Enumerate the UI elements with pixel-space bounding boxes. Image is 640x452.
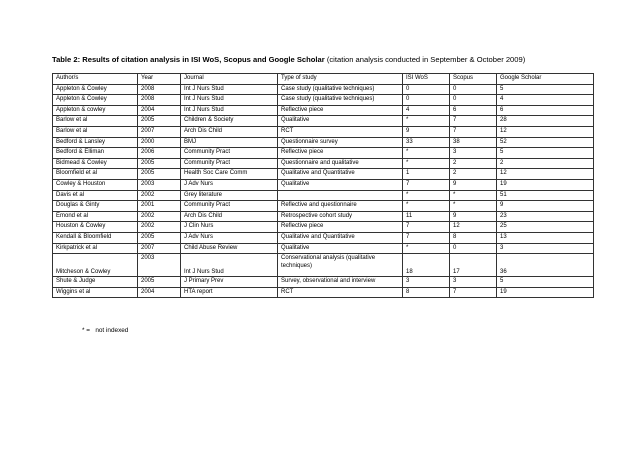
cell-year: 2005: [138, 277, 181, 288]
table-row: [53, 254, 594, 277]
cell-year: 2004: [138, 287, 181, 298]
cell-isi-wos: *: [403, 243, 450, 254]
column-header-study-type: Type of study: [278, 74, 403, 85]
cell-year: 2003: [138, 179, 181, 190]
cell-journal: Children & Society: [181, 116, 278, 127]
cell-isi-wos: 7: [403, 222, 450, 233]
cell-isi-wos: 1: [403, 169, 450, 180]
column-header-scopus: Scopus: [450, 74, 497, 85]
cell-scopus: 9: [450, 211, 497, 222]
footnote-not-indexed: * = not indexed: [82, 327, 129, 334]
cell-journal: Arch Dis Child: [181, 211, 278, 222]
cell-study-type: Conservational analysis (qualitative techniques): [278, 254, 403, 277]
table-row: [53, 84, 594, 95]
cell-year: 2005: [138, 169, 181, 180]
cell-journal: Int J Nurs Stud: [181, 105, 278, 116]
table-row: [53, 190, 594, 201]
cell-journal: J Clin Nurs: [181, 222, 278, 233]
cell-study-type: Qualitative: [278, 179, 403, 190]
cell-year: 2005: [138, 232, 181, 243]
cell-study-type: Survey, observational and interview: [278, 277, 403, 288]
cell-google-scholar: 12: [497, 126, 594, 137]
cell-scopus: 0: [450, 84, 497, 95]
table-row: [53, 277, 594, 288]
table-caption-note: (citation analysis conducted in September & October 2009): [326, 55, 526, 64]
cell-study-type: [278, 190, 403, 201]
column-header-journal: Journal: [181, 74, 278, 85]
cell-isi-wos: *: [403, 116, 450, 127]
cell-journal: Arch Dis Child: [181, 126, 278, 137]
table-body: [53, 84, 594, 298]
cell-author: Houston & Cowley: [53, 222, 138, 233]
cell-journal: Community Pract: [181, 148, 278, 159]
cell-study-type: Reflective and questionnaire: [278, 201, 403, 212]
cell-journal: J Adv Nurs: [181, 232, 278, 243]
cell-author: Bidmead & Cowley: [53, 158, 138, 169]
cell-journal: Child Abuse Review: [181, 243, 278, 254]
cell-year: 2002: [138, 190, 181, 201]
cell-isi-wos: 7: [403, 232, 450, 243]
cell-year: 2005: [138, 158, 181, 169]
cell-author: Bedford & Elliman: [53, 148, 138, 159]
cell-study-type: Case study (qualitative techniques): [278, 84, 403, 95]
table-row: [53, 148, 594, 159]
table-row: [53, 126, 594, 137]
cell-isi-wos: *: [403, 158, 450, 169]
table-row: [53, 137, 594, 148]
table-row: [53, 211, 594, 222]
table-row: [53, 116, 594, 127]
cell-year: 2007: [138, 243, 181, 254]
cell-journal: Community Pract: [181, 158, 278, 169]
column-header-isi-wos: ISI WoS: [403, 74, 450, 85]
cell-author: Wiggins et al: [53, 287, 138, 298]
cell-google-scholar: 13: [497, 232, 594, 243]
cell-year: 2008: [138, 84, 181, 95]
cell-google-scholar: 28: [497, 116, 594, 127]
cell-google-scholar: 5: [497, 277, 594, 288]
cell-isi-wos: *: [403, 148, 450, 159]
cell-journal: Int J Nurs Stud: [181, 95, 278, 106]
cell-google-scholar: 19: [497, 179, 594, 190]
cell-google-scholar: 52: [497, 137, 594, 148]
cell-study-type: Questionnaire and qualitative: [278, 158, 403, 169]
cell-year: 2002: [138, 222, 181, 233]
cell-journal: Community Pract: [181, 201, 278, 212]
cell-author: Mitcheson & Cowley: [53, 254, 138, 277]
cell-isi-wos: 9: [403, 126, 450, 137]
cell-study-type: Case study (qualitative techniques): [278, 95, 403, 106]
cell-google-scholar: 51: [497, 190, 594, 201]
table-header-row: [53, 74, 594, 85]
cell-scopus: 3: [450, 148, 497, 159]
cell-year: 2005: [138, 116, 181, 127]
cell-scopus: 3: [450, 277, 497, 288]
cell-scopus: 2: [450, 158, 497, 169]
cell-author: Appleton & Cowley: [53, 84, 138, 95]
cell-author: Barlow et al: [53, 126, 138, 137]
table-row: [53, 95, 594, 106]
table-row: [53, 243, 594, 254]
table-row: [53, 222, 594, 233]
cell-scopus: 0: [450, 243, 497, 254]
cell-journal: BMJ: [181, 137, 278, 148]
cell-google-scholar: 3: [497, 243, 594, 254]
cell-google-scholar: 12: [497, 169, 594, 180]
cell-google-scholar: 4: [497, 95, 594, 106]
cell-study-type: Qualitative and Quantitative: [278, 169, 403, 180]
cell-scopus: 12: [450, 222, 497, 233]
cell-scopus: 17: [450, 254, 497, 277]
cell-isi-wos: 11: [403, 211, 450, 222]
cell-author: Shute & Judge: [53, 277, 138, 288]
cell-isi-wos: 33: [403, 137, 450, 148]
citation-results-table: [52, 73, 594, 298]
cell-isi-wos: 0: [403, 95, 450, 106]
cell-author: Appleton & Cowley: [53, 95, 138, 106]
cell-study-type: Retrospective cohort study: [278, 211, 403, 222]
cell-google-scholar: 23: [497, 211, 594, 222]
cell-scopus: 7: [450, 126, 497, 137]
cell-journal: J Primary Prev: [181, 277, 278, 288]
cell-author: Bloomfield et al: [53, 169, 138, 180]
cell-study-type: Reflective piece: [278, 222, 403, 233]
cell-isi-wos: 3: [403, 277, 450, 288]
cell-google-scholar: 6: [497, 105, 594, 116]
cell-scopus: 9: [450, 179, 497, 190]
column-header-google-scholar: Google Scholar: [497, 74, 594, 85]
cell-scopus: 2: [450, 169, 497, 180]
cell-scopus: *: [450, 190, 497, 201]
cell-year: 2002: [138, 211, 181, 222]
cell-year: 2001: [138, 201, 181, 212]
column-header-year: Year: [138, 74, 181, 85]
cell-study-type: Qualitative and Quantitative: [278, 232, 403, 243]
cell-journal: J Adv Nurs: [181, 179, 278, 190]
cell-study-type: Qualitative: [278, 243, 403, 254]
cell-scopus: 38: [450, 137, 497, 148]
cell-author: Emond et al: [53, 211, 138, 222]
table-caption-label: Table 2: Results of citation analysis in ISI WoS, Scopus and Google Scholar: [52, 55, 325, 64]
cell-author: Bedford & Lansley: [53, 137, 138, 148]
cell-journal: Int J Nurs Stud: [181, 84, 278, 95]
cell-isi-wos: *: [403, 190, 450, 201]
cell-google-scholar: 9: [497, 201, 594, 212]
cell-isi-wos: 4: [403, 105, 450, 116]
table-row: [53, 169, 594, 180]
cell-isi-wos: *: [403, 201, 450, 212]
table-caption: [52, 55, 612, 65]
cell-journal: Int J Nurs Stud: [181, 254, 278, 277]
cell-author: Barlow et al: [53, 116, 138, 127]
cell-year: 2006: [138, 148, 181, 159]
cell-google-scholar: 36: [497, 254, 594, 277]
cell-scopus: 6: [450, 105, 497, 116]
table-row: [53, 179, 594, 190]
cell-author: Douglas & Ginty: [53, 201, 138, 212]
cell-study-type: RCT: [278, 287, 403, 298]
cell-google-scholar: 5: [497, 84, 594, 95]
cell-isi-wos: 0: [403, 84, 450, 95]
cell-study-type: Reflective piece: [278, 148, 403, 159]
cell-year: 2000: [138, 137, 181, 148]
cell-year: 2004: [138, 105, 181, 116]
cell-scopus: 7: [450, 116, 497, 127]
cell-scopus: 7: [450, 287, 497, 298]
cell-google-scholar: 19: [497, 287, 594, 298]
cell-google-scholar: 2: [497, 158, 594, 169]
cell-study-type: Reflective piece: [278, 105, 403, 116]
cell-scopus: 8: [450, 232, 497, 243]
cell-google-scholar: 25: [497, 222, 594, 233]
cell-isi-wos: 18: [403, 254, 450, 277]
table-row: [53, 105, 594, 116]
cell-journal: Grey literature: [181, 190, 278, 201]
cell-study-type: Qualitative: [278, 116, 403, 127]
column-header-author: Author/s: [53, 74, 138, 85]
table-row: [53, 158, 594, 169]
table-row: [53, 232, 594, 243]
cell-year: 2003: [138, 254, 181, 277]
cell-isi-wos: 8: [403, 287, 450, 298]
cell-author: Kirkpatrick et al: [53, 243, 138, 254]
cell-year: 2007: [138, 126, 181, 137]
cell-scopus: 0: [450, 95, 497, 106]
cell-author: Appleton & cowley: [53, 105, 138, 116]
cell-journal: Health Soc Care Comm: [181, 169, 278, 180]
cell-author: Cowley & Houston: [53, 179, 138, 190]
cell-journal: HTA report: [181, 287, 278, 298]
cell-author: Davis et al: [53, 190, 138, 201]
table-row: [53, 287, 594, 298]
cell-study-type: Questionnaire survey: [278, 137, 403, 148]
cell-year: 2008: [138, 95, 181, 106]
cell-author: Kendall & Bloomfield: [53, 232, 138, 243]
cell-scopus: *: [450, 201, 497, 212]
cell-study-type: RCT: [278, 126, 403, 137]
table-row: [53, 201, 594, 212]
cell-isi-wos: 7: [403, 179, 450, 190]
cell-google-scholar: 5: [497, 148, 594, 159]
